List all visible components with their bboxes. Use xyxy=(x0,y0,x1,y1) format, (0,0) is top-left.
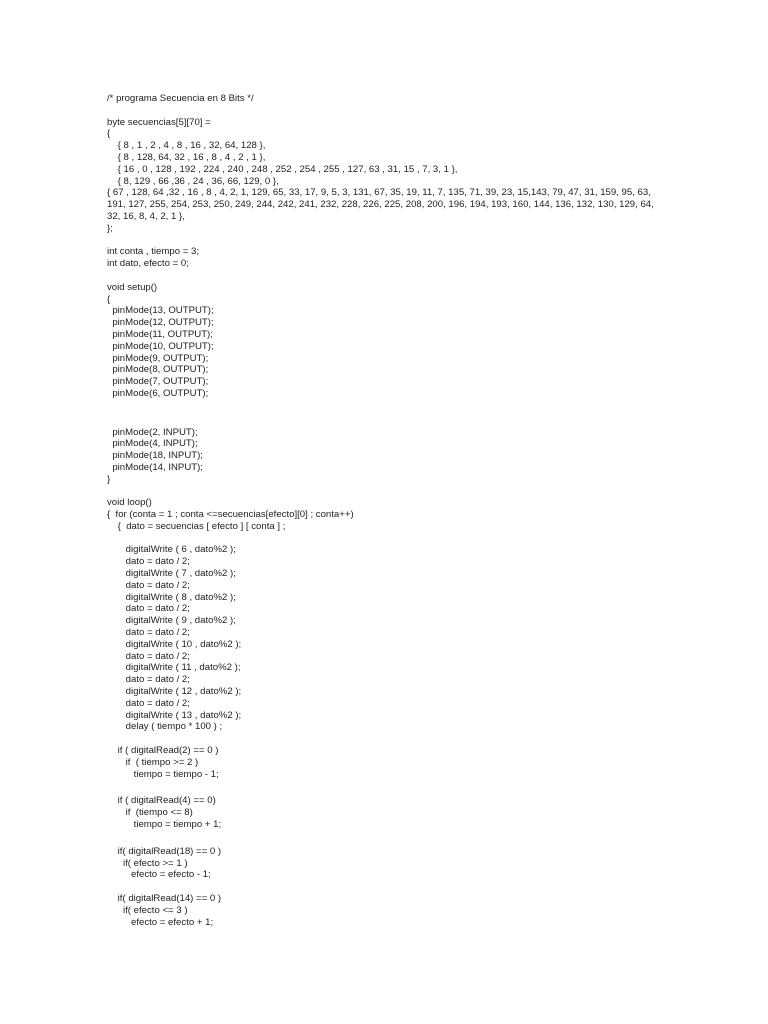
code-line: if( efecto <= 3 ) xyxy=(107,904,188,916)
code-line: delay ( tiempo * 100 ) ; xyxy=(107,721,223,733)
code-line-wrapped: { 67 , 128, 64 ,32 , 16 , 8 , 4, 2, 1, 129, 65, 33, 17, 9, 5, 3, 131, 67, 35, 19, 11, 7, 135, 71, 39, 23, 15,143, 79, 47, 31, 159, 95, 63, 191, 127, 255, 254, 253, 250, 249, 244, 242, 241, 232, 228, 226, 225, 208, 200, 196, 194, 193, 160, 144, 136, 132, 130, 129, 64, 32, 16, 8, 4, 2, 1 }, xyxy=(107,187,654,222)
code-line: digitalWrite ( 9 , dato%2 ); xyxy=(107,615,236,627)
code-line: { xyxy=(107,128,111,140)
code-line: digitalWrite ( 11 , dato%2 ); xyxy=(107,662,241,674)
code-line: { 8 , 128, 64, 32 , 16 , 8 , 4 , 2 , 1 }, xyxy=(107,151,266,163)
blank-line xyxy=(107,270,657,282)
code-line: if ( tiempo >= 2 ) xyxy=(107,756,199,768)
code-line: { xyxy=(107,293,111,305)
blank-line xyxy=(107,831,657,846)
code-line: if( digitalRead(18) == 0 ) xyxy=(107,845,222,857)
code-line: dato = dato / 2; xyxy=(107,650,190,662)
code-line: if (tiempo <= 8) xyxy=(107,807,193,819)
code-line: /* programa Secuencia en 8 Bits */ xyxy=(107,93,254,104)
code-line: pinMode(9, OUTPUT); xyxy=(107,352,209,364)
code-line: } xyxy=(107,473,111,485)
code-listing xyxy=(107,93,657,928)
code-line: { 8, 129 , 66 ,36 , 24 , 36, 66, 129, 0 }, xyxy=(107,175,279,187)
code-line: dato = dato / 2; xyxy=(107,579,190,591)
code-line: efecto = efecto - 1; xyxy=(107,869,211,881)
code-line: efecto = efecto + 1; xyxy=(107,916,214,928)
code-line: digitalWrite ( 6 , dato%2 ); xyxy=(107,544,236,556)
code-line: pinMode(7, OUTPUT); xyxy=(107,376,209,388)
code-line: byte secuencias[5][70] = xyxy=(107,116,211,128)
blank-line xyxy=(107,412,657,427)
blank-line xyxy=(107,881,657,893)
code-line: if( efecto >= 1 ) xyxy=(107,857,188,869)
blank-line xyxy=(107,533,657,545)
code-line: dato = dato / 2; xyxy=(107,697,190,709)
code-line: dato = dato / 2; xyxy=(107,556,190,568)
code-line: pinMode(6, OUTPUT); xyxy=(107,387,209,399)
code-line: if ( digitalRead(2) == 0 ) xyxy=(107,745,219,757)
code-line: dato = dato / 2; xyxy=(107,674,190,686)
blank-line xyxy=(107,400,657,412)
code-line: { 8 , 1 , 2 , 4 , 8 , 16 , 32, 64, 128 }, xyxy=(107,140,266,152)
blank-line xyxy=(107,105,657,117)
code-line: { dato = secuencias [ efecto ] [ conta ] ; xyxy=(107,520,286,532)
blank-line xyxy=(107,235,657,247)
code-line: pinMode(10, OUTPUT); xyxy=(107,340,214,352)
code-line: tiempo = tiempo - 1; xyxy=(107,768,219,780)
code-line: { 16 , 0 , 128 , 192 , 224 , 240 , 248 , 252 , 254 , 255 , 127, 63 , 31, 15 , 7, 3, 1 }, xyxy=(107,163,458,175)
code-line: void setup() xyxy=(107,281,158,293)
code-line: pinMode(13, OUTPUT); xyxy=(107,305,214,317)
code-line: }; xyxy=(107,222,113,234)
blank-line xyxy=(107,780,657,795)
code-line: int conta , tiempo = 3; xyxy=(107,246,199,258)
code-line: pinMode(8, OUTPUT); xyxy=(107,364,209,376)
code-line: pinMode(14, INPUT); xyxy=(107,461,203,473)
code-line: pinMode(12, OUTPUT); xyxy=(107,317,214,329)
code-line: int dato, efecto = 0; xyxy=(107,258,189,270)
blank-line xyxy=(107,733,657,745)
code-line: digitalWrite ( 8 , dato%2 ); xyxy=(107,591,236,603)
code-line: dato = dato / 2; xyxy=(107,627,190,639)
code-line: digitalWrite ( 7 , dato%2 ); xyxy=(107,568,236,580)
code-line: digitalWrite ( 12 , dato%2 ); xyxy=(107,686,242,698)
code-line: pinMode(4, INPUT); xyxy=(107,438,198,450)
code-line: dato = dato / 2; xyxy=(107,603,190,615)
code-line: void loop() xyxy=(107,497,152,509)
code-line: digitalWrite ( 13 , dato%2 ); xyxy=(107,709,242,721)
code-line: pinMode(18, INPUT); xyxy=(107,450,203,462)
code-line: pinMode(2, INPUT); xyxy=(107,426,198,438)
code-line: { for (conta = 1 ; conta <=secuencias[efecto][0] ; conta++) xyxy=(107,509,354,521)
code-line: digitalWrite ( 10 , dato%2 ); xyxy=(107,638,242,650)
blank-line xyxy=(107,486,657,498)
code-line: if ( digitalRead(4) == 0) xyxy=(107,795,216,807)
code-line: tiempo = tiempo + 1; xyxy=(107,819,222,831)
code-line: if( digitalRead(14) == 0 ) xyxy=(107,893,222,904)
code-line: pinMode(11, OUTPUT); xyxy=(107,328,213,340)
